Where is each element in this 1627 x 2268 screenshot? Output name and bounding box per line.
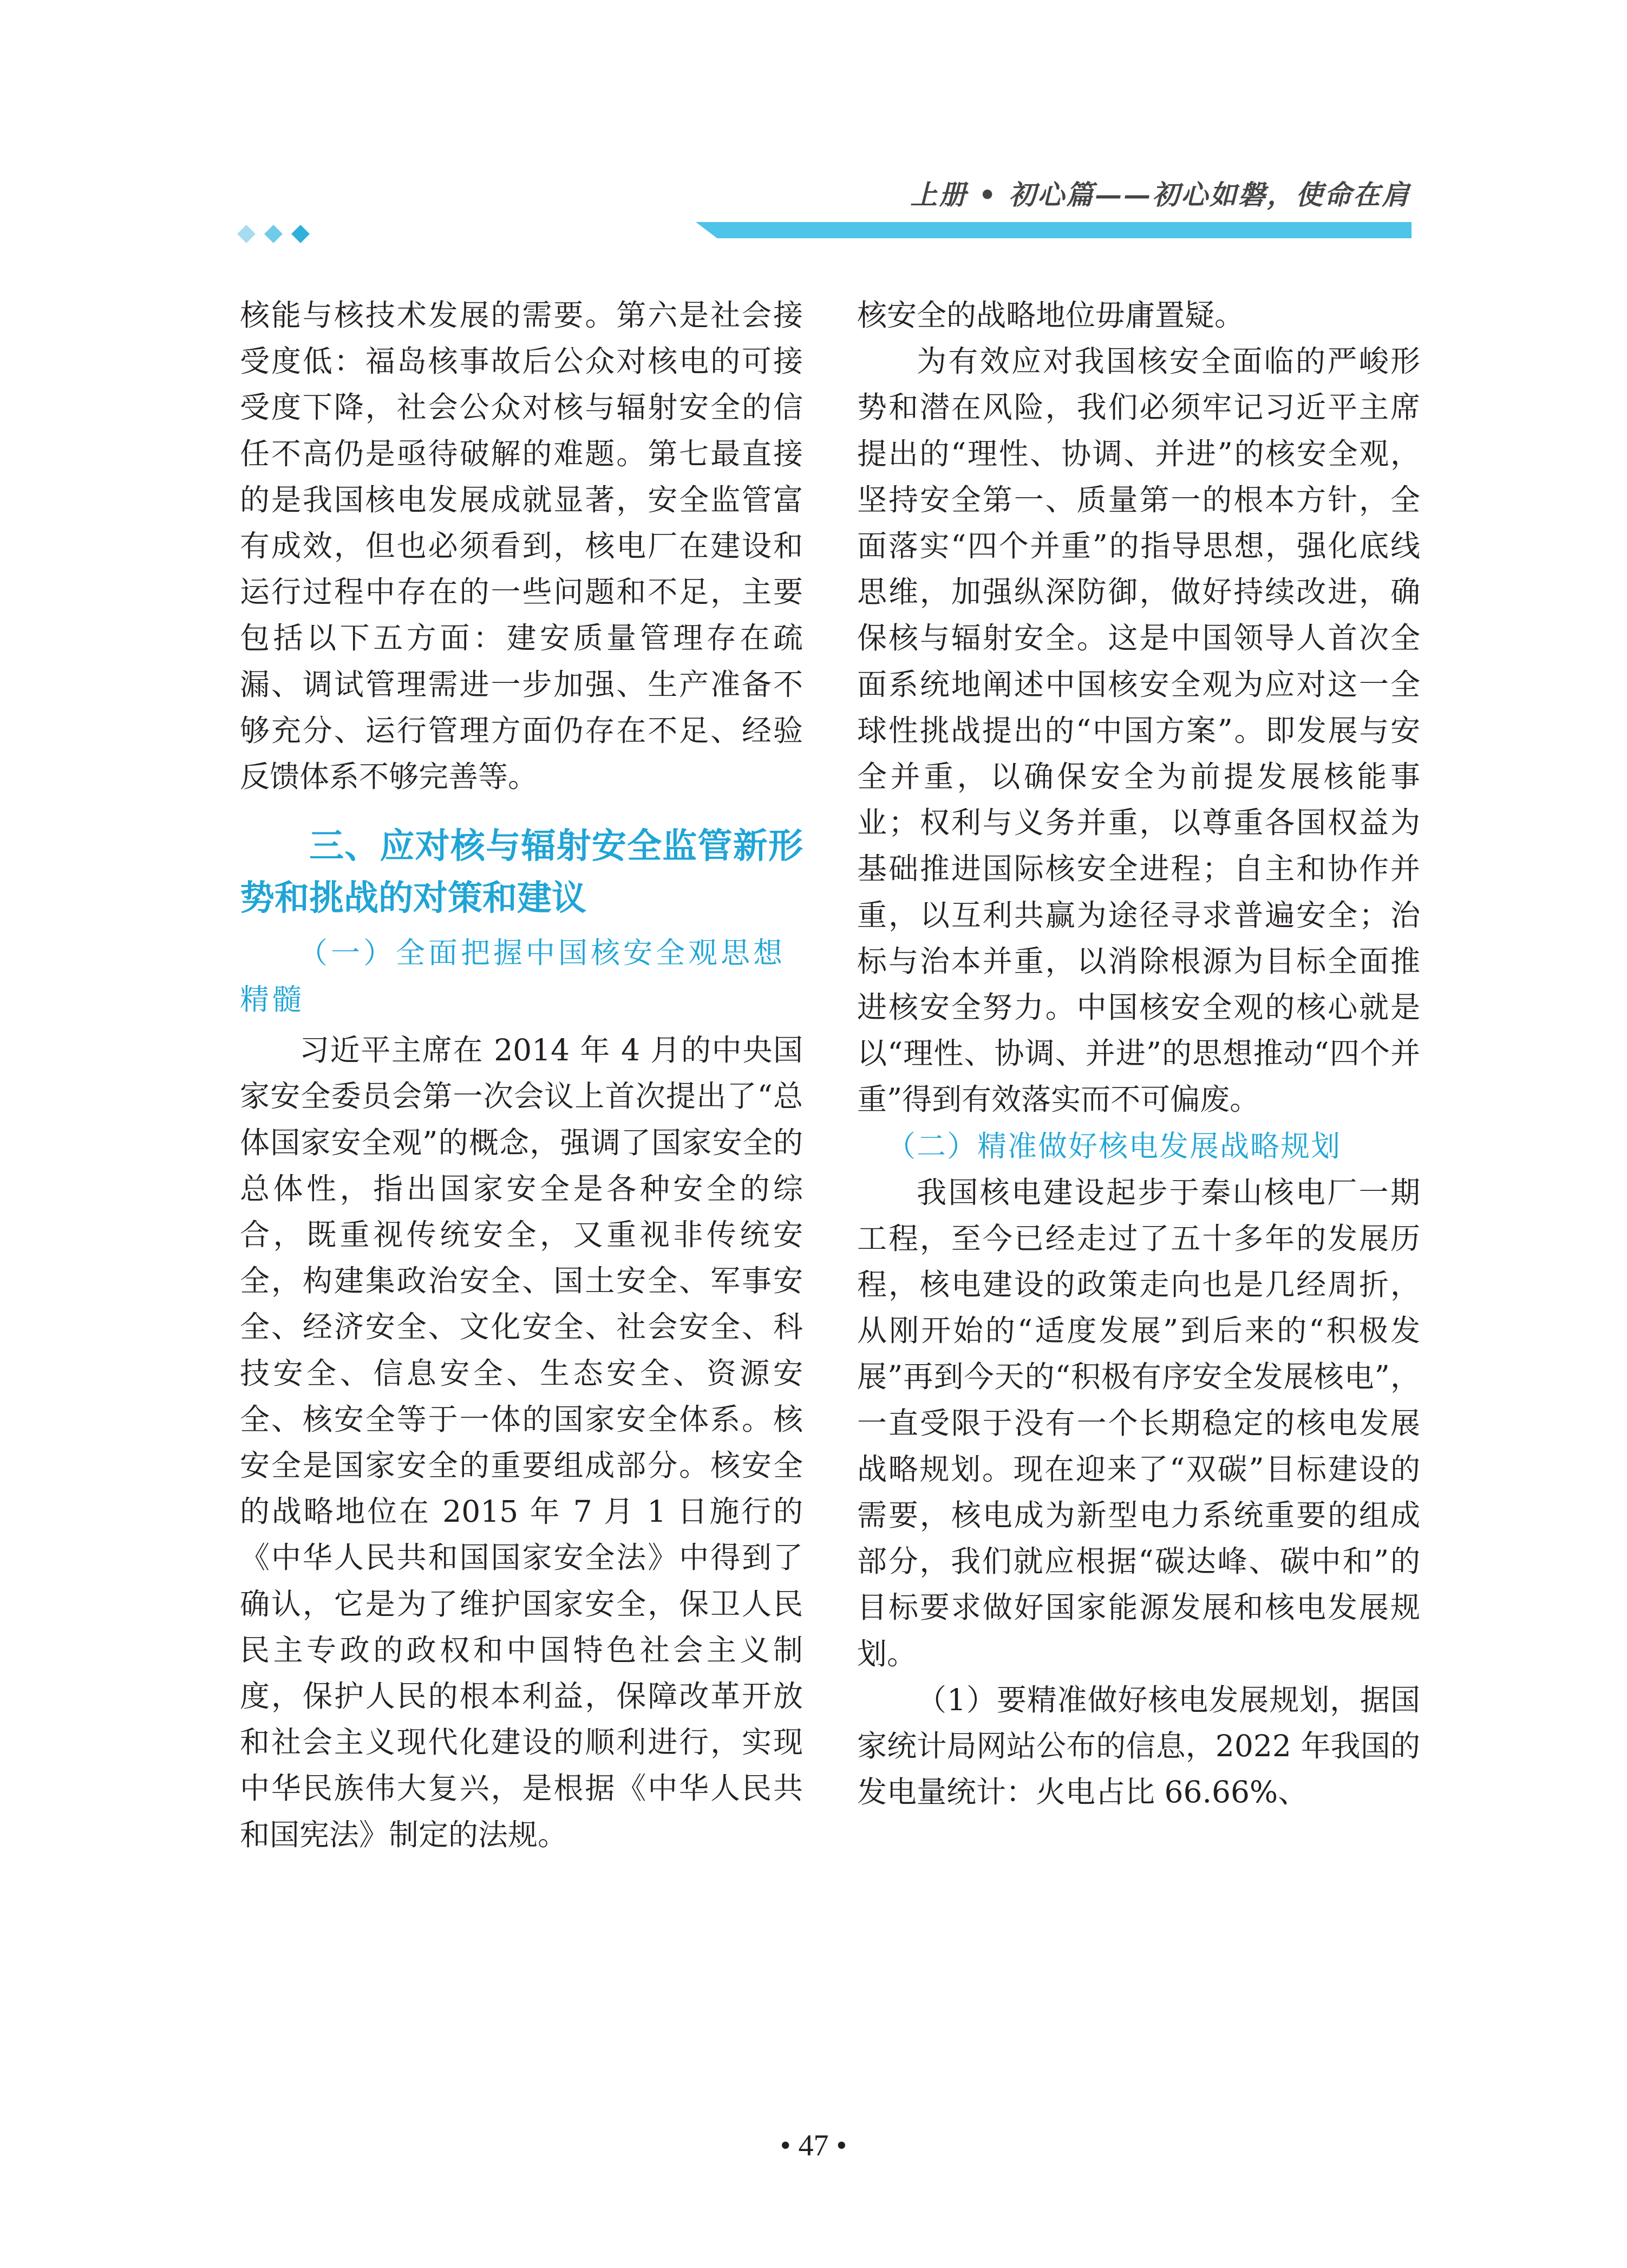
left-paragraph-2: 习近平主席在 2014 年 4 月的中央国家安全委员会第一次会议上首次提出了“总体国家安全观”的概念，强调了国家安全的总体性，指出国家安全是各种安全的综合，既重视传统安全，又重视非传统安全，构建集政治安全、国土安全、军事安全、经济安全、文化安全、社会安全、科技安全、信息安全、生态安全、资源安全、核安全等于一体的国家安全体系。核安全是国家安全的重要组成部分。核安全的战略地位在 2015 年 7 月 1 日施行的《中华人民共和国国家安全法》中得到了确认，它是为了维护国家安全，保卫人民民主专政的政权和中国特色社会主义制度，保护人民的根本利益，保障改革开放和社会主义现代化建设的顺利进行，实现中华民族伟大复兴，是根据《中华人民共和国宪法》制定的法规。 (240, 1033, 803, 1852)
page-number: • 47 • (780, 2129, 847, 2162)
diamond-ornament-3 (291, 225, 310, 243)
diamond-ornament-2 (264, 225, 283, 243)
subsection-2-heading: （二）精准做好核电发展战略规划 (886, 1129, 1341, 1163)
right-paragraph-2: 为有效应对我国核安全面临的严峻形势和潜在风险，我们必须牢记习近平主席提出的“理性、协调、并进”的核安全观，坚持安全第一、质量第一的根本方针，全面落实“四个并重”的指导思想，强化底线思维，加强纵深防御，做好持续改进，确保核与辐射安全。这是中国领导人首次全面系统地阐述中国核安全观为应对这一全球性挑战提出的“中国方案”。即发展与安全并重，以确保安全为前提发展核能事业；权利与义务并重，以尊重各国权益为基础推进国际核安全进程；自主和协作并重，以互利共赢为途径寻求普遍安全；治标与治本并重，以消除根源为目标全面推进核安全努力。中国核安全观的核心就是以“理性、协调、并进”的思想推动“四个并重”得到有效落实而不可偏废。 (857, 344, 1420, 1117)
subsection-1-heading: （一）全面把握中国核安全观思想精髓 (240, 936, 786, 1017)
right-column (857, 292, 1420, 2080)
section-heading: 三、应对核与辐射安全监管新形势和挑战的对策和建议 (240, 826, 803, 919)
right-paragraph-3: 我国核电建设起步于秦山核电厂一期工程，至今已经走过了五十多年的发展历程，核电建设的政策走向也是几经周折，从刚开始的“适度发展”到后来的“积极发展”再到今天的“积极有序安全发展核电”，一直受限于没有一个长期稳定的核电发展战略规划。现在迎来了“双碳”目标建设的需要，核电成为新型电力系统重要的组成部分，我们就应根据“碳达峰、碳中和”的目标要求做好国家能源发展和核电发展规划。 (857, 1175, 1420, 1671)
left-paragraph-1: 核能与核技术发展的需要。第六是社会接受度低：福岛核事故后公众对核电的可接受度下降，社会公众对核与辐射安全的信任不高仍是亟待破解的难题。第七最直接的是我国核电发展成就显著，安全监管富有成效，但也必须看到，核电厂在建设和运行过程中存在的一些问题和不足，主要包括以下五方面：建安质量管理存在疏漏、调试管理需进一步加强、生产准备不够充分、运行管理方面仍存在不足、经验反馈体系不够完善等。 (240, 298, 803, 794)
right-paragraph-1: 核安全的战略地位毋庸置疑。 (857, 298, 1245, 333)
running-header: 上册 • 初心篇——初心如磐，使命在肩 (910, 179, 1410, 211)
header-rule (696, 222, 1412, 238)
diamond-ornament-1 (237, 225, 256, 243)
right-paragraph-4: （1）要精准做好核电发展规划，据国家统计局网站公布的信息，2022 年我国的发电量统计：火电占比 66.66%、 (857, 1682, 1420, 1810)
left-column (240, 292, 803, 2080)
